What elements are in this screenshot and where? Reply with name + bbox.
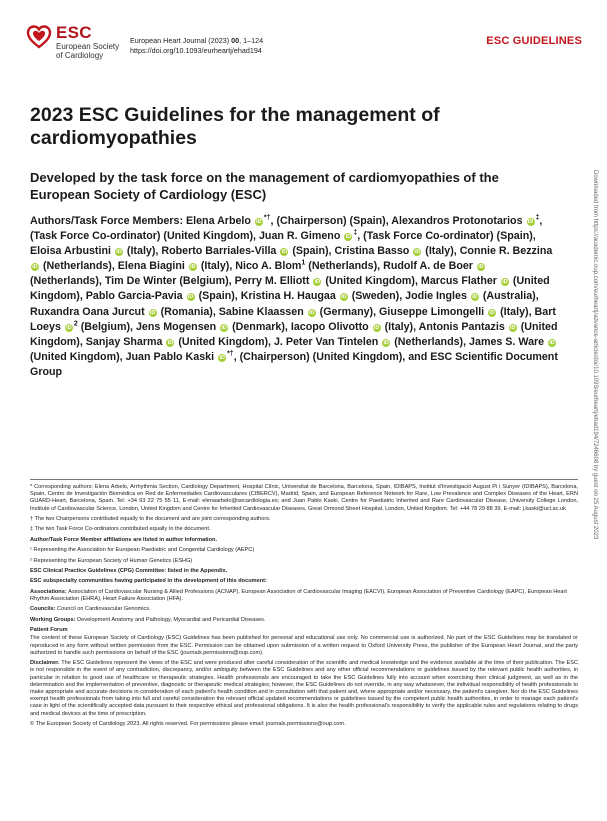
disclaimer-note [30, 660, 578, 718]
patient-forum-heading: Patient Forum [30, 627, 68, 634]
author-affiliation-text: (Sweden), Jodie Ingles [348, 290, 470, 303]
orcid-icon[interactable]: iD [221, 324, 227, 331]
author-affiliation-text: (Denmark), Iacopo Olivotto [229, 320, 372, 333]
orcid-icon[interactable]: iD [116, 249, 122, 256]
author-text: Juan R. Gimeno [256, 230, 344, 243]
author-list [30, 214, 560, 380]
journal-pages: , 1–124 [239, 36, 264, 45]
esc-logo[interactable] [26, 24, 119, 60]
author-affiliation-text: (Italy), Connie R. Bezzina [422, 245, 553, 258]
author-affiliation-text: (Germany), Giuseppe Limongelli [316, 305, 488, 318]
orcid-icon[interactable]: iD [414, 249, 421, 256]
orcid-icon[interactable]: iD [345, 234, 352, 241]
author-affiliation-text: (Netherlands), James S. Ware [391, 335, 548, 348]
orcid-icon[interactable]: iD [281, 249, 288, 256]
logo-subtitle-line1: European Society [56, 42, 120, 51]
councils-note [30, 606, 578, 613]
section-label: ESC GUIDELINES [486, 35, 582, 47]
associations-text: Association of Cardiovascular Nursing & Allied Professions (ACNAP), European Association of Cardiovascular Imaging (EACVI), European Association of Preventive Cardiology (EAPC), European Heart Rhythm Association (EHRA), Heart Failure Association (HFA). [30, 588, 567, 602]
orcid-icon[interactable]: iD [167, 339, 174, 346]
orcid-icon[interactable]: iD [549, 339, 555, 346]
working-groups-label: Working Groups: [30, 616, 78, 623]
author-affiliation-text: (Italy), Nico A. Blom [197, 260, 302, 273]
author-footnote-mark: 1 [301, 259, 306, 267]
author-affiliation-text: (United Kingdom), J. Peter Van Tintelen [175, 335, 382, 348]
author-footnote-mark: ‡ [353, 229, 358, 237]
author-affiliation-text: (United Kingdom), Pablo Garcia-Pavia [30, 275, 550, 303]
download-watermark [588, 170, 602, 710]
content-note: The content of these European Society of Cardiology (ESC) Guidelines has been published for personal and educational use only. No commercial use is authorized. No part of the ESC Guidelines may be translated or reproduced in any form without written permission from the ESC. Permission can be obtained upon submission of a written request to Oxford University Press, the publisher of the European Heart Journal, and the party authorized to handle such permissions on behalf of the ESC (journals.permissions@oup.com). [30, 635, 578, 656]
author-affiliation-text: (United Kingdom), Sanjay Sharma [30, 320, 558, 348]
author-affiliation-text: (Belgium), Jens Mogensen [77, 320, 220, 333]
working-groups-note [30, 617, 578, 624]
logo-subtitle-line2: of Cardiology [56, 51, 104, 60]
orcid-icon[interactable]: iD [502, 279, 508, 286]
subspecialty-heading: ESC subspecialty communities having participated in the development of this document: [30, 578, 267, 585]
associations-note [30, 589, 578, 603]
author-footnote-mark: *† [227, 350, 234, 358]
author-affiliation-text: (Romania), Sabine Klaassen [157, 305, 307, 318]
author-affiliation-text: , (Task Force Co-ordinator) (United Kingdom), [30, 215, 543, 243]
chairperson-note: † The two Chairpersons contributed equally to the document and are joint corresponding authors. [30, 516, 271, 522]
representation-note-1: ¹ Representing the Association for European Paediatric and Congenital Cardiology (AEPC) [30, 547, 255, 554]
author-affiliation-text: (Italy), Roberto Barriales-Villa [123, 245, 280, 258]
author-footnote-mark: ‡ [535, 214, 540, 222]
author-affiliation-text: , (Task Force Co-ordinator) (Spain), Eloisa Arbustini [30, 230, 536, 258]
orcid-icon[interactable]: iD [187, 294, 194, 301]
author-affiliation-text: (Netherlands), Rudolf A. de Boer [305, 260, 476, 273]
orcid-icon[interactable]: iD [308, 309, 315, 316]
orcid-icon[interactable]: iD [149, 309, 156, 316]
author-affiliation-text: (Spain), Kristina H. Haugaa [195, 290, 339, 303]
footnotes [30, 484, 578, 731]
representation-note-2: ² Representing the European Society of Human Genetics (ESHG) [30, 557, 193, 564]
cpg-committee-note: ESC Clinical Practice Guidelines (CPG) Committee: listed in the Appendix. [30, 567, 228, 574]
affiliations-heading: Author/Task Force Member affiliations are listed in author information. [30, 536, 218, 543]
journal-volume: 00 [231, 36, 240, 45]
page-title: 2023 ESC Guidelines for the management of cardiomyopathies [30, 104, 440, 149]
download-watermark-text: Downloaded from https://academic.oup.com/eurheartj/advance-article/doi/10.1093/eurheartj/ehad194/7246608 by guest on 25 August 2023 [592, 170, 598, 540]
author-affiliation-text: , (Chairperson) (Spain), [270, 215, 389, 227]
orcid-icon[interactable]: iD [340, 294, 347, 301]
copyright-note: © The European Society of Cardiology 2023. All rights reserved. For permissions please email: journals.permissions@oup.com. [30, 720, 346, 727]
orcid-icon[interactable]: iD [32, 264, 38, 271]
coordinator-note: ‡ The two Task Force Co-ordinators contributed equally to the document. [30, 526, 211, 533]
orcid-icon[interactable]: iD [219, 354, 225, 361]
author-affiliation-text: (United Kingdom), Juan Pablo Kaski [30, 350, 218, 363]
orcid-icon[interactable]: iD [478, 264, 484, 271]
associations-label: Associations: [30, 588, 69, 595]
working-groups-text: Development Anatomy and Pathology, Myocardial and Pericardial Diseases. [77, 616, 266, 623]
orcid-icon[interactable]: iD [190, 264, 196, 271]
author-affiliation-text: (Netherlands), Elena Biagini [40, 260, 188, 273]
author-affiliation-text: (Netherlands), Tim De Winter (Belgium), Perry M. Elliott [30, 275, 313, 288]
orcid-icon[interactable]: iD [383, 339, 390, 346]
orcid-icon[interactable]: iD [509, 324, 516, 331]
author-footnote-mark: 2 [73, 320, 78, 328]
orcid-icon[interactable]: iD [314, 279, 321, 286]
orcid-icon[interactable]: iD [66, 324, 72, 331]
author-footnote-mark: *† [263, 214, 271, 222]
divider [30, 479, 578, 480]
page-header [26, 24, 582, 74]
doi-link[interactable]: https://doi.org/10.1093/eurheartj/ehad194 [130, 46, 262, 55]
logo-wordmark: ESC [56, 23, 92, 42]
journal-name: European Heart Journal (2023) [130, 36, 232, 45]
orcid-icon[interactable]: iD [527, 219, 534, 225]
councils-label: Councils: [30, 606, 58, 613]
orcid-icon[interactable]: iD [489, 309, 495, 316]
heart-logo-icon [26, 24, 52, 50]
author-affiliation-text: (Italy), Bart Loeys [30, 305, 556, 333]
corresponding-authors-note: * Corresponding authors: Elena Arbelo, Arrhythmia Section, Cardiology Department, Hospital Clínic, Universitat de Barcelona, Barcelona, Spain, IDIBAPS, Institut d'Investigació August Pi i Sunyer (IDIBAPS), Barcelona, Spain, Centro de Investigación Biomédica en Red de Enfermedades Cardiovasculares (CIBERCV), Madrid, Spain, and European Reference Network for Rare, Low Prevalence and Complex Diseases of the Heart, ERN GUARD-Heart, Barcelona, Spain. Tel: +34 93 22 75 55 11, E-mail: elenaarbelo@secardiologia.es; and Juan Pablo Kaski, Centre for Paediatric Inherited and Rare Cardiovascular Disease, University College London, Institute of Cardiovascular Science, London, United Kingdom and Centre for Inherited Cardiovascular Diseases, Great Ormond Street Hospital, London, United Kingdom. Tel: +44 78 29 88 39, E-mail: j.kaski@ucl.ac.uk [30, 484, 578, 512]
author-text: Alexandros Protonotarios [388, 215, 526, 227]
councils-text: Council on Cardiovascular Genomics. [57, 606, 151, 613]
orcid-icon[interactable]: iD [373, 324, 380, 331]
page-subtitle: Developed by the task force on the management of cardiomyopathies of the European Society of Cardiology (ESC) [30, 170, 499, 202]
journal-citation [130, 36, 263, 56]
author-affiliation-text: (Italy), Antonis Pantazis [381, 320, 508, 333]
author-affiliation-text: (United Kingdom), Marcus Flather [322, 275, 500, 288]
orcid-icon[interactable]: iD [256, 219, 262, 225]
disclaimer-label: Disclaimer. [30, 660, 62, 667]
author-affiliation-text: (Australia), Ruxandra Oana Jurcut [30, 290, 539, 318]
orcid-icon[interactable]: iD [472, 294, 478, 301]
author-text: Authors/Task Force Members: Elena Arbelo [30, 215, 254, 227]
disclaimer-text: The ESC Guidelines represent the views of the ESC and were produced after careful consideration of the scientific and medical knowledge and the evidence available at the time of their publication. The ESC is not responsible in the event of any contradiction, discrepancy, and/or ambiguity between the ESC Guidelines and any other official recommendations or guidelines issued by the relevant public health authorities, in particular in relation to good use of healthcare or therapeutic strategies. Health professionals are encouraged to take the ESC Guidelines fully into account when exercising their clinical judgment, as well as in the determination and the implementation of preventive, diagnostic or therapeutic medical strategies; however, the ESC Guidelines do not override, in any way whatsoever, the individual responsibility of health professionals to make appropriate and accurate decisions in consideration of each patient's health condition and in consultation with that patient and, where appropriate and/or necessary, the patient's caregiver. Nor do the ESC Guidelines exempt health professionals from taking into full and careful consideration the relevant official updated recommendations or guidelines issued by the competent public health authorities, in order to manage each patient's case in light of the scientifically accepted data pursuant to their respective ethical and professional obligations. It is also the health professional's responsibility to verify the applicable rules and regulations relating to drugs and medical devices at the time of prescription. [30, 660, 578, 717]
author-affiliation-text: , (Chairperson) (United Kingdom), and ESC Scientific Document Group [30, 350, 558, 378]
author-affiliation-text: (Spain), Cristina Basso [289, 245, 413, 258]
